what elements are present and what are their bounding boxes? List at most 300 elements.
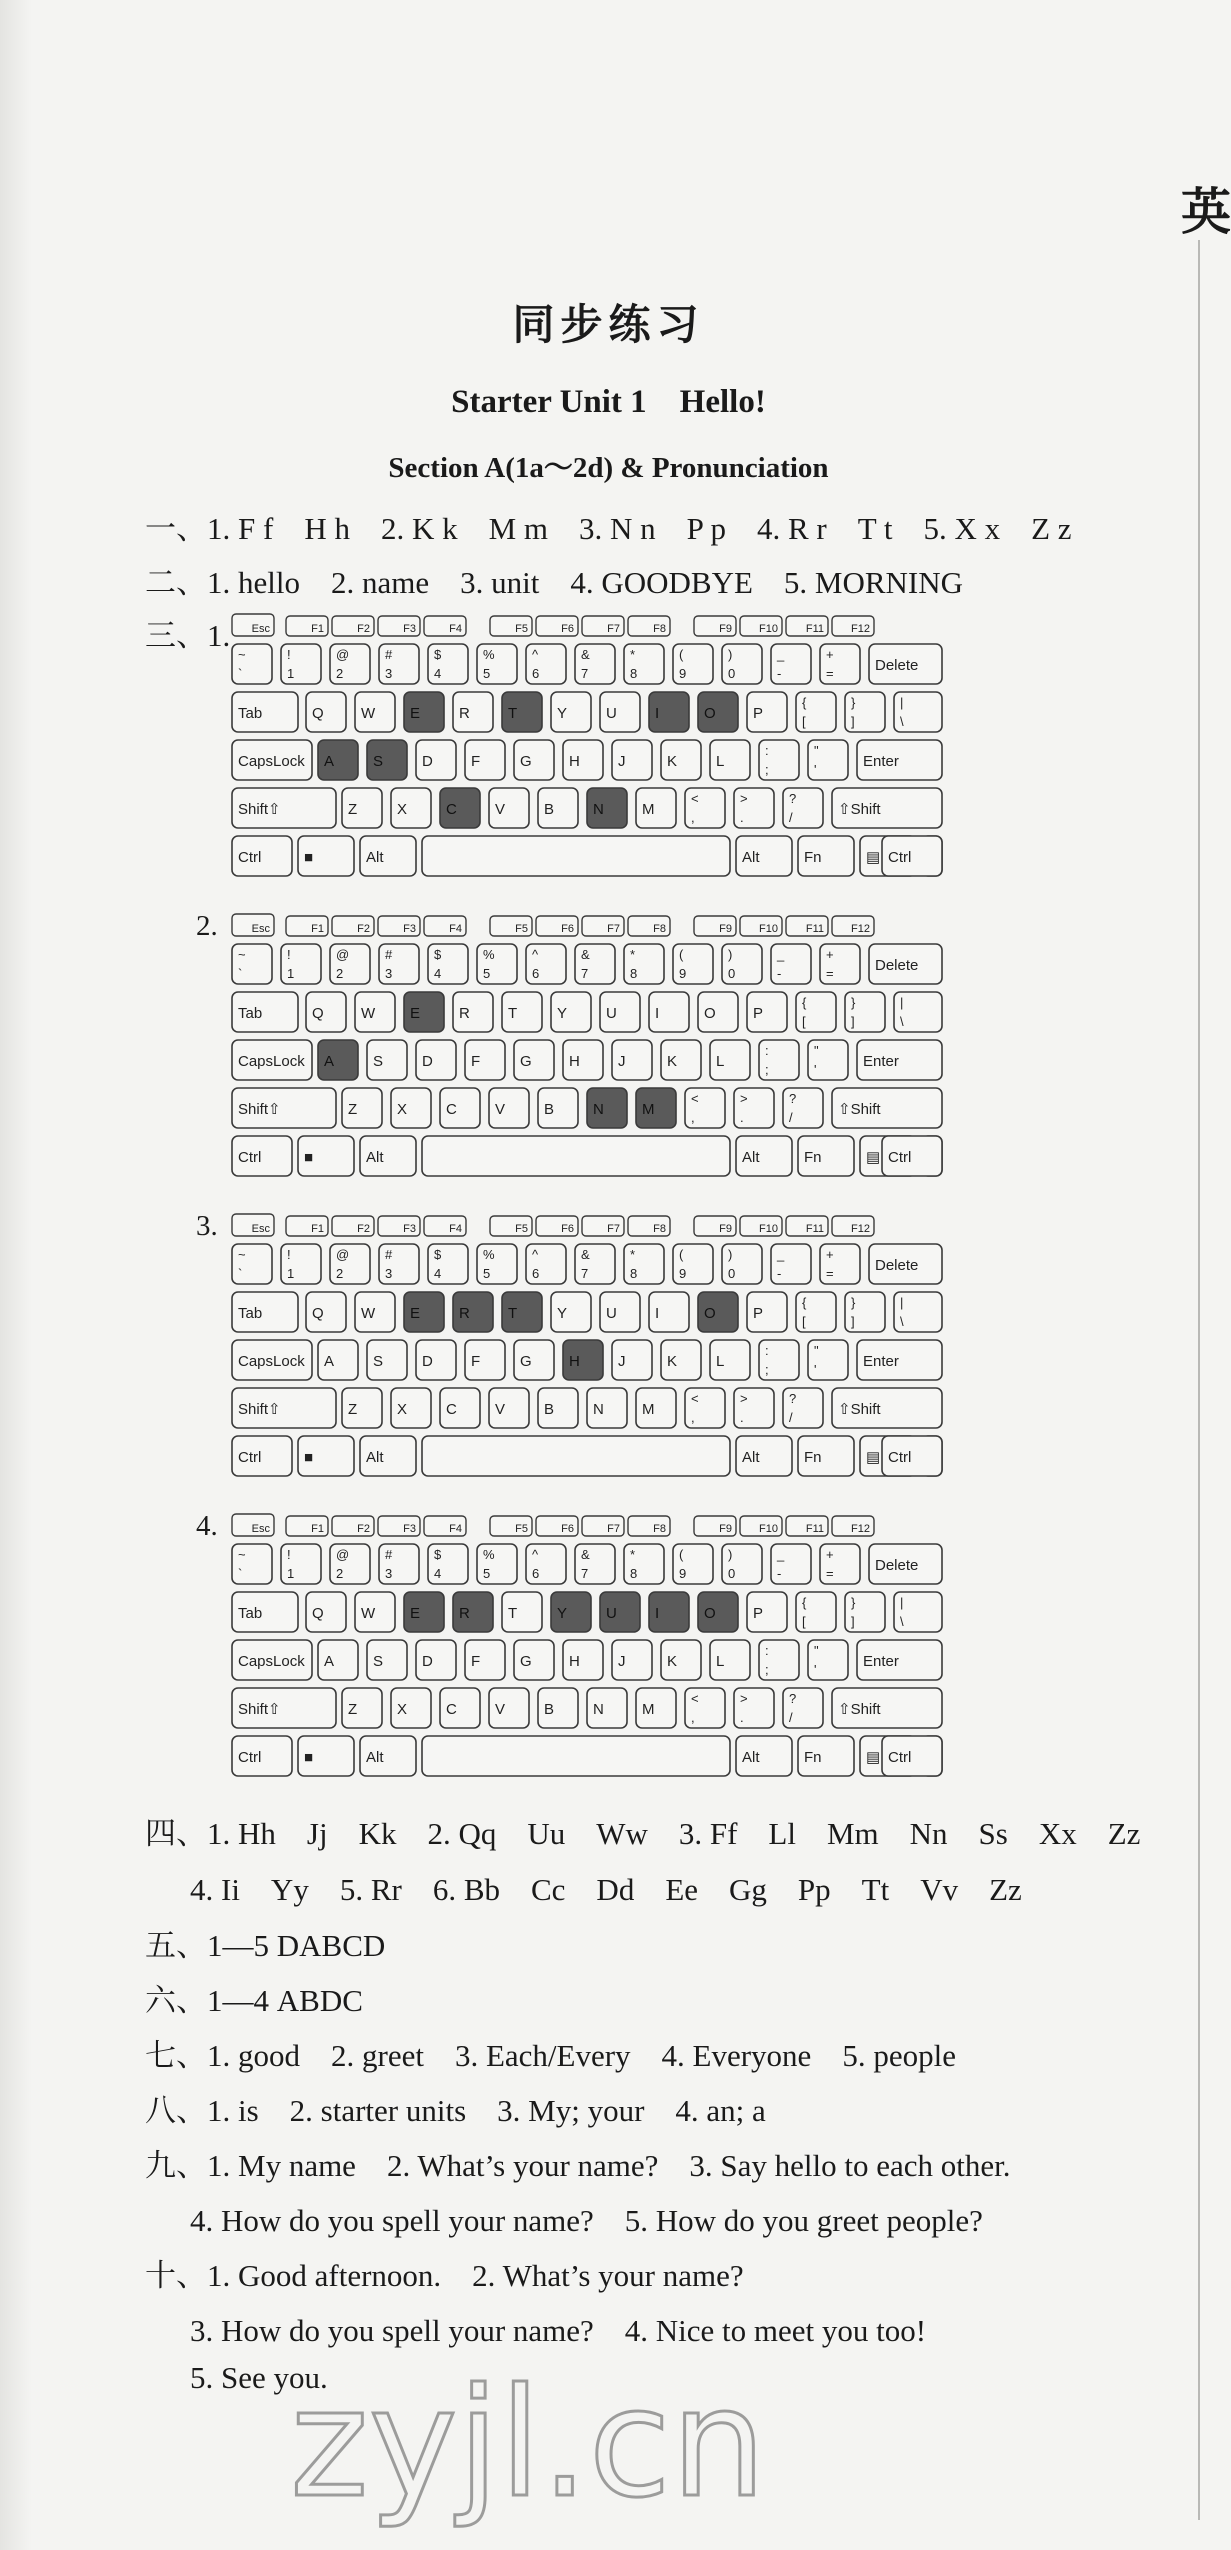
- key-f5: [490, 1216, 532, 1236]
- key-num-3: [379, 1544, 419, 1584]
- svg-text:Ctrl: Ctrl: [888, 1149, 912, 1166]
- svg-text:F1: F1: [311, 1523, 324, 1535]
- svg-text:}: }: [851, 995, 856, 1010]
- key-num-12: [820, 1244, 860, 1284]
- svg-text:Delete: Delete: [875, 657, 919, 674]
- svg-text:^: ^: [532, 947, 539, 962]
- svg-text:|: |: [900, 1595, 904, 1610]
- answer-line-6: 六、1—4 ABDC: [145, 1983, 363, 2018]
- svg-text:P: P: [753, 705, 764, 722]
- key-s: [367, 1640, 407, 1680]
- key-num-2: [330, 944, 370, 984]
- key-l: [710, 1040, 750, 1080]
- key-l: [710, 1640, 750, 1680]
- key-shift-right: [832, 788, 942, 828]
- key-f12: [832, 1216, 874, 1236]
- svg-text:Delete: Delete: [875, 1257, 919, 1274]
- answer-line-10c: 5. See you.: [190, 2360, 328, 2395]
- svg-text:V: V: [495, 1701, 506, 1718]
- key-space: [422, 836, 730, 876]
- key-e: [404, 692, 444, 732]
- answer-line-1: 一、1. F f H h 2. K k M m 3. N n P p 4. R r T t 5. X x Z z: [145, 511, 1072, 546]
- svg-text:}: }: [851, 1595, 856, 1610]
- svg-text:L: L: [716, 753, 725, 770]
- svg-text:K: K: [667, 753, 678, 770]
- key-f1: [286, 1216, 328, 1236]
- answer-line-3-label: 三、1.: [145, 618, 231, 653]
- key-bracket-2: [894, 692, 942, 732]
- key-ctrl-right: [882, 1136, 942, 1176]
- svg-text:zyjl.cn: zyjl.cn: [290, 2357, 767, 2531]
- svg-text:F8: F8: [653, 623, 666, 635]
- key-capslock: [232, 1040, 312, 1080]
- svg-text:F12: F12: [851, 1523, 870, 1535]
- svg-text:1: 1: [287, 1266, 295, 1281]
- svg-text:C: C: [446, 1401, 457, 1418]
- key-a: [318, 1040, 358, 1080]
- key-num-4: [428, 644, 468, 684]
- svg-text:): ): [728, 947, 733, 962]
- svg-text:N: N: [593, 801, 604, 818]
- keyboard-diagram-3: [228, 1210, 948, 1495]
- svg-text:J: J: [618, 1653, 626, 1670]
- svg-text:E: E: [410, 1305, 421, 1322]
- svg-text:I: I: [655, 1005, 660, 1022]
- key-v: [489, 788, 529, 828]
- svg-text:4: 4: [434, 966, 442, 981]
- key-num-4: [428, 1244, 468, 1284]
- key-d: [416, 1340, 456, 1380]
- svg-text:Fn: Fn: [804, 849, 822, 866]
- svg-text:5: 5: [483, 1266, 491, 1281]
- svg-text:C: C: [446, 801, 457, 818]
- svg-text:": ": [814, 1643, 819, 1658]
- svg-text:R: R: [459, 1605, 470, 1622]
- key-f3: [378, 1516, 420, 1536]
- key-num-7: [575, 944, 615, 984]
- key-punct-1: [808, 1640, 848, 1680]
- svg-text:O: O: [704, 1305, 716, 1322]
- key-zpunct-1: [734, 1388, 774, 1428]
- svg-text:D: D: [422, 1353, 433, 1370]
- svg-text:S: S: [373, 1653, 384, 1670]
- svg-text:F1: F1: [311, 1223, 324, 1235]
- svg-text:]: ]: [851, 714, 855, 729]
- svg-text:7: 7: [581, 1266, 589, 1281]
- svg-text:⇧Shift: ⇧Shift: [838, 801, 881, 818]
- key-f8: [628, 916, 670, 936]
- keyboard-diagram-1: [228, 610, 948, 895]
- svg-text:]: ]: [851, 1314, 855, 1329]
- svg-text:N: N: [593, 1701, 604, 1718]
- key-f7: [582, 916, 624, 936]
- svg-text:M: M: [642, 1101, 655, 1118]
- key-num-7: [575, 644, 615, 684]
- svg-text:+: +: [826, 947, 834, 962]
- key-f10: [740, 916, 782, 936]
- svg-text:■: ■: [304, 1749, 314, 1766]
- svg-text:F4: F4: [449, 1223, 462, 1235]
- svg-text:_: _: [777, 1547, 785, 1562]
- key-num-10: [722, 644, 762, 684]
- svg-text:F8: F8: [653, 1223, 666, 1235]
- svg-text:Shift⇧: Shift⇧: [238, 1101, 281, 1118]
- svg-text:E: E: [410, 705, 421, 722]
- answer-line-4a: 四、1. Hh Jj Kk 2. Qq Uu Ww 3. Ff Ll Mm Nn Ss Xx Zz: [145, 1816, 1141, 1851]
- svg-text:S: S: [373, 753, 384, 770]
- key-n: [587, 788, 627, 828]
- key-enter: [857, 1340, 942, 1380]
- svg-text:{: {: [802, 995, 807, 1010]
- svg-text:^: ^: [532, 647, 539, 662]
- svg-text:H: H: [569, 1353, 580, 1370]
- svg-text:#: #: [385, 947, 393, 962]
- svg-text:%: %: [483, 647, 495, 662]
- key-ctrl-left: [232, 1436, 292, 1476]
- key-num-5: [477, 1544, 517, 1584]
- svg-text:Alt: Alt: [366, 1149, 384, 1166]
- svg-text:Z: Z: [348, 1701, 358, 1718]
- key-g: [514, 1040, 554, 1080]
- svg-text:B: B: [544, 1401, 555, 1418]
- svg-text:6: 6: [532, 1266, 540, 1281]
- svg-text:F11: F11: [805, 623, 824, 635]
- key-win: [298, 1436, 354, 1476]
- key-b: [538, 1388, 578, 1428]
- key-ctrl-left: [232, 1736, 292, 1776]
- key-f: [465, 1340, 505, 1380]
- svg-text:⇧Shift: ⇧Shift: [838, 1101, 881, 1118]
- svg-text:K: K: [667, 1053, 678, 1070]
- key-space: [422, 1136, 730, 1176]
- key-k: [661, 740, 701, 780]
- key-alt-left: [360, 1136, 416, 1176]
- key-f2: [332, 916, 374, 936]
- svg-text:Shift⇧: Shift⇧: [238, 801, 281, 818]
- key-num-0: [232, 944, 272, 984]
- svg-text:Y: Y: [557, 705, 568, 722]
- svg-text:,: ,: [691, 1410, 695, 1425]
- svg-text:|: |: [900, 995, 904, 1010]
- svg-text:=: =: [826, 666, 834, 681]
- svg-text:&: &: [581, 947, 590, 962]
- svg-text:F: F: [471, 1353, 481, 1370]
- key-t: [502, 692, 542, 732]
- svg-text:Q: Q: [312, 1005, 324, 1022]
- key-k: [661, 1340, 701, 1380]
- key-shift-right: [832, 1388, 942, 1428]
- key-alt-left: [360, 836, 416, 876]
- svg-text:F6: F6: [561, 1523, 574, 1535]
- svg-text:U: U: [606, 1305, 617, 1322]
- svg-text:>: >: [740, 1091, 748, 1106]
- svg-text:$: $: [434, 1547, 442, 1562]
- key-tab: [232, 1292, 298, 1332]
- svg-text:Fn: Fn: [804, 1449, 822, 1466]
- svg-text:Enter: Enter: [863, 1353, 899, 1370]
- svg-text:H: H: [569, 1053, 580, 1070]
- key-num-9: [673, 1244, 713, 1284]
- unit-title: Starter Unit 1 Hello!: [451, 384, 766, 420]
- svg-text:Ctrl: Ctrl: [238, 1449, 262, 1466]
- key-esc: [232, 614, 274, 636]
- svg-text:S: S: [373, 1353, 384, 1370]
- key-space: [422, 1436, 730, 1476]
- key-punct-0: [759, 740, 799, 780]
- key-shift-left: [232, 1088, 336, 1128]
- svg-text:F10: F10: [759, 923, 778, 935]
- key-delete: [869, 944, 942, 984]
- svg-text:Alt: Alt: [742, 1149, 760, 1166]
- svg-text:F10: F10: [759, 1523, 778, 1535]
- svg-text:R: R: [459, 705, 470, 722]
- svg-text:/: /: [789, 1410, 793, 1425]
- key-num-6: [526, 644, 566, 684]
- key-g: [514, 1640, 554, 1680]
- key-k: [661, 1640, 701, 1680]
- svg-text:!: !: [287, 1247, 291, 1262]
- svg-text:$: $: [434, 647, 442, 662]
- key-tab: [232, 1592, 298, 1632]
- key-f: [465, 1640, 505, 1680]
- svg-text:R: R: [459, 1305, 470, 1322]
- svg-text:*: *: [630, 647, 636, 662]
- key-f9: [694, 1216, 736, 1236]
- key-num-3: [379, 944, 419, 984]
- svg-text:V: V: [495, 801, 506, 818]
- svg-text:F2: F2: [357, 623, 370, 635]
- key-u: [600, 692, 640, 732]
- svg-text:\: \: [900, 1614, 904, 1629]
- svg-text:⇧Shift: ⇧Shift: [838, 1701, 881, 1718]
- svg-text:I: I: [655, 1305, 660, 1322]
- key-win: [298, 836, 354, 876]
- svg-text:H: H: [569, 1653, 580, 1670]
- key-f4: [424, 1216, 466, 1236]
- key-fn: [798, 1736, 854, 1776]
- watermark-logo: [280, 2345, 767, 2535]
- key-num-6: [526, 944, 566, 984]
- svg-text:M: M: [642, 1401, 655, 1418]
- key-f6: [536, 1216, 578, 1236]
- key-f6: [536, 616, 578, 636]
- svg-text:Ctrl: Ctrl: [888, 1749, 912, 1766]
- svg-text:7: 7: [581, 1566, 589, 1581]
- key-v: [489, 1088, 529, 1128]
- key-bracket-1: [845, 992, 885, 1032]
- key-o: [698, 692, 738, 732]
- svg-text:9: 9: [679, 1266, 687, 1281]
- svg-text:>: >: [740, 1391, 748, 1406]
- svg-text::: :: [765, 1343, 769, 1358]
- key-num-5: [477, 644, 517, 684]
- key-z: [342, 1688, 382, 1728]
- svg-text:F2: F2: [357, 1223, 370, 1235]
- keyboard-diagram-4: [228, 1510, 948, 1795]
- key-bracket-1: [845, 1592, 885, 1632]
- svg-text:F3: F3: [403, 1523, 416, 1535]
- key-s: [367, 740, 407, 780]
- svg-text:!: !: [287, 1547, 291, 1562]
- svg-text:;: ;: [765, 1362, 769, 1377]
- svg-text:?: ?: [789, 791, 797, 806]
- svg-text:$: $: [434, 1247, 442, 1262]
- key-num-2: [330, 1244, 370, 1284]
- svg-text:Shift⇧: Shift⇧: [238, 1701, 281, 1718]
- svg-text:V: V: [495, 1101, 506, 1118]
- key-zpunct-0: [685, 1688, 725, 1728]
- svg-text:M: M: [642, 1701, 655, 1718]
- key-f: [465, 740, 505, 780]
- key-q: [306, 992, 346, 1032]
- svg-text:F9: F9: [719, 623, 732, 635]
- key-zpunct-2: [783, 1088, 823, 1128]
- svg-text:Shift⇧: Shift⇧: [238, 1401, 281, 1418]
- key-f4: [424, 916, 466, 936]
- key-m: [636, 1688, 676, 1728]
- svg-text:4: 4: [434, 1566, 442, 1581]
- svg-text:K: K: [667, 1653, 678, 1670]
- svg-text:\: \: [900, 1314, 904, 1329]
- key-f12: [832, 616, 874, 636]
- key-f3: [378, 616, 420, 636]
- key-fn: [798, 836, 854, 876]
- svg-text:F3: F3: [403, 923, 416, 935]
- svg-text:!: !: [287, 947, 291, 962]
- key-zpunct-2: [783, 788, 823, 828]
- svg-text:▤: ▤: [866, 849, 881, 866]
- key-esc: [232, 1514, 274, 1536]
- svg-text:Z: Z: [348, 1101, 358, 1118]
- key-bracket-2: [894, 1292, 942, 1332]
- svg-text:|: |: [900, 1295, 904, 1310]
- svg-text:P: P: [753, 1005, 764, 1022]
- key-f8: [628, 616, 670, 636]
- svg-text:F5: F5: [515, 923, 528, 935]
- key-fn: [798, 1136, 854, 1176]
- key-m: [636, 1388, 676, 1428]
- key-f4: [424, 616, 466, 636]
- svg-text:*: *: [630, 1247, 636, 1262]
- svg-text:⇧Shift: ⇧Shift: [838, 1401, 881, 1418]
- svg-text:W: W: [361, 705, 376, 722]
- svg-text:): ): [728, 647, 733, 662]
- key-g: [514, 740, 554, 780]
- key-f5: [490, 916, 532, 936]
- key-j: [612, 1040, 652, 1080]
- svg-text:W: W: [361, 1005, 376, 1022]
- key-f3: [378, 916, 420, 936]
- svg-text:#: #: [385, 1247, 393, 1262]
- key-f1: [286, 616, 328, 636]
- key-zpunct-2: [783, 1388, 823, 1428]
- svg-text:Alt: Alt: [742, 849, 760, 866]
- key-num-2: [330, 644, 370, 684]
- key-o: [698, 1292, 738, 1332]
- svg-text:2: 2: [336, 1566, 344, 1581]
- key-x: [391, 788, 431, 828]
- key-num-10: [722, 1244, 762, 1284]
- svg-text:/: /: [789, 1110, 793, 1125]
- key-w: [355, 1292, 395, 1332]
- svg-text:+: +: [826, 1547, 834, 1562]
- key-num-7: [575, 1244, 615, 1284]
- svg-text:^: ^: [532, 1247, 539, 1262]
- svg-text:]: ]: [851, 1014, 855, 1029]
- key-v: [489, 1388, 529, 1428]
- key-fn: [798, 1436, 854, 1476]
- key-bracket-1: [845, 692, 885, 732]
- svg-text:▤: ▤: [866, 1749, 881, 1766]
- svg-text:^: ^: [532, 1547, 539, 1562]
- svg-text:F6: F6: [561, 623, 574, 635]
- svg-text:<: <: [691, 1691, 699, 1706]
- svg-text:G: G: [520, 1353, 532, 1370]
- key-f2: [332, 1516, 374, 1536]
- key-u: [600, 1292, 640, 1332]
- key-g: [514, 1340, 554, 1380]
- key-r: [453, 1592, 493, 1632]
- svg-text:M: M: [642, 801, 655, 818]
- svg-text:,: ,: [691, 810, 695, 825]
- key-f10: [740, 1216, 782, 1236]
- key-num-11: [771, 1544, 811, 1584]
- svg-text:(: (: [679, 647, 684, 662]
- answer-line-10a: 十、1. Good afternoon. 2. What’s your name?: [145, 2258, 744, 2293]
- svg-text:Delete: Delete: [875, 1557, 919, 1574]
- svg-text:▤: ▤: [866, 1449, 881, 1466]
- svg-text:U: U: [606, 1605, 617, 1622]
- key-b: [538, 1088, 578, 1128]
- key-num-2: [330, 1544, 370, 1584]
- svg-text:#: #: [385, 647, 393, 662]
- key-delete: [869, 1244, 942, 1284]
- svg-text:F2: F2: [357, 1523, 370, 1535]
- key-capslock: [232, 740, 312, 780]
- svg-text:_: _: [777, 947, 785, 962]
- svg-text:F5: F5: [515, 1223, 528, 1235]
- key-n: [587, 1688, 627, 1728]
- svg-text:T: T: [508, 1605, 518, 1622]
- svg-text:F2: F2: [357, 923, 370, 935]
- key-z: [342, 1088, 382, 1128]
- key-shift-left: [232, 1388, 336, 1428]
- key-num-11: [771, 1244, 811, 1284]
- key-j: [612, 740, 652, 780]
- svg-text:CapsLock: CapsLock: [238, 753, 305, 770]
- svg-text:5: 5: [483, 966, 491, 981]
- key-alt-right: [736, 1136, 792, 1176]
- key-num-1: [281, 1244, 321, 1284]
- svg-text:F: F: [471, 1653, 481, 1670]
- key-b: [538, 788, 578, 828]
- key-num-8: [624, 944, 664, 984]
- key-ctrl-left: [232, 836, 292, 876]
- svg-text:-: -: [777, 1266, 782, 1281]
- keyboard-4-label: 4.: [196, 1510, 218, 1542]
- svg-text:Esc: Esc: [251, 623, 270, 635]
- svg-text:~: ~: [238, 1247, 246, 1262]
- key-w: [355, 692, 395, 732]
- key-ctrl-right: [882, 836, 942, 876]
- svg-text:#: #: [385, 1547, 393, 1562]
- svg-text:5: 5: [483, 1566, 491, 1581]
- key-h: [563, 1640, 603, 1680]
- svg-text:<: <: [691, 1391, 699, 1406]
- key-num-6: [526, 1244, 566, 1284]
- key-n: [587, 1388, 627, 1428]
- key-bracket-2: [894, 992, 942, 1032]
